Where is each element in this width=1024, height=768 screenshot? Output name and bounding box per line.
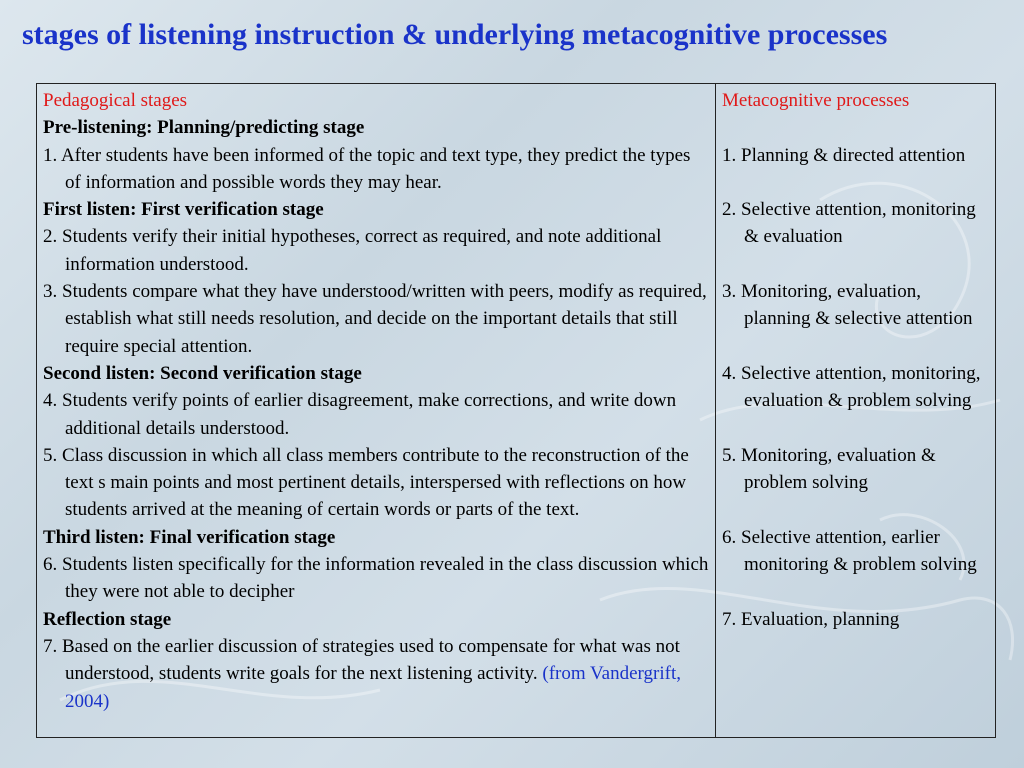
column-header-metacognitive: Metacognitive processes	[722, 90, 910, 111]
pedagogical-stages-column	[37, 84, 716, 737]
process-item-4: 4. Selective attention, monitoring, evaluation & problem solving	[722, 362, 981, 412]
stage-item-7	[43, 633, 709, 715]
stage-item-3: 3. Students compare what they have understood/written with peers, modify as required, establish what still needs resolution, and decide on the important details that still require special attention.	[43, 281, 707, 357]
stage-item-1: 1. After students have been informed of the topic and text type, they predict the types of information and possible words they may hear.	[43, 144, 691, 193]
stage-heading-first-listen: First listen: First verification stage	[43, 199, 324, 221]
slide-title: stages of listening instruction & underlying metacognitive processes	[22, 18, 888, 51]
stage-heading-third-listen: Third listen: Final verification stage	[43, 526, 336, 548]
stage-heading-second-listen: Second listen: Second verification stage	[43, 362, 362, 384]
stage-item-5: 5. Class discussion in which all class members contribute to the reconstruction of the text s main points and most pertinent details, interspersed with reflections on how students arrived at the meaning of certain words or parts of the text.	[43, 444, 689, 521]
process-item-2: 2. Selective attention, monitoring & evaluation	[722, 199, 976, 248]
process-item-7: 7. Evaluation, planning	[722, 608, 900, 630]
stage-item-4: 4. Students verify points of earlier disagreement, make corrections, and write down additional details understood.	[43, 390, 677, 439]
stages-table	[36, 83, 996, 738]
process-item-5: 5. Monitoring, evaluation & problem solving	[722, 444, 936, 494]
process-item-6: 6. Selective attention, earlier monitoring & problem solving	[722, 526, 977, 576]
column-header-pedagogical: Pedagogical stages	[43, 90, 188, 111]
stage-item-7-text: 7. Based on the earlier discussion of strategies used to compensate for what was not understood, students write goals for the next listening activity.	[43, 635, 680, 685]
metacognitive-processes-column	[716, 84, 995, 737]
stage-item-2: 2. Students verify their initial hypotheses, correct as required, and note additional information understood.	[43, 226, 662, 275]
process-item-3: 3. Monitoring, evaluation, planning & selective attention	[722, 281, 973, 330]
stage-heading-pre-listening: Pre-listening: Planning/predicting stage	[43, 117, 365, 139]
stage-item-6: 6. Students listen specifically for the information revealed in the class discussion which they were not able to decipher	[43, 554, 709, 603]
citation: (from Vandergrift, 2004)	[65, 663, 681, 712]
process-item-1: 1. Planning & directed attention	[722, 144, 966, 166]
stage-heading-reflection: Reflection stage	[43, 608, 172, 630]
